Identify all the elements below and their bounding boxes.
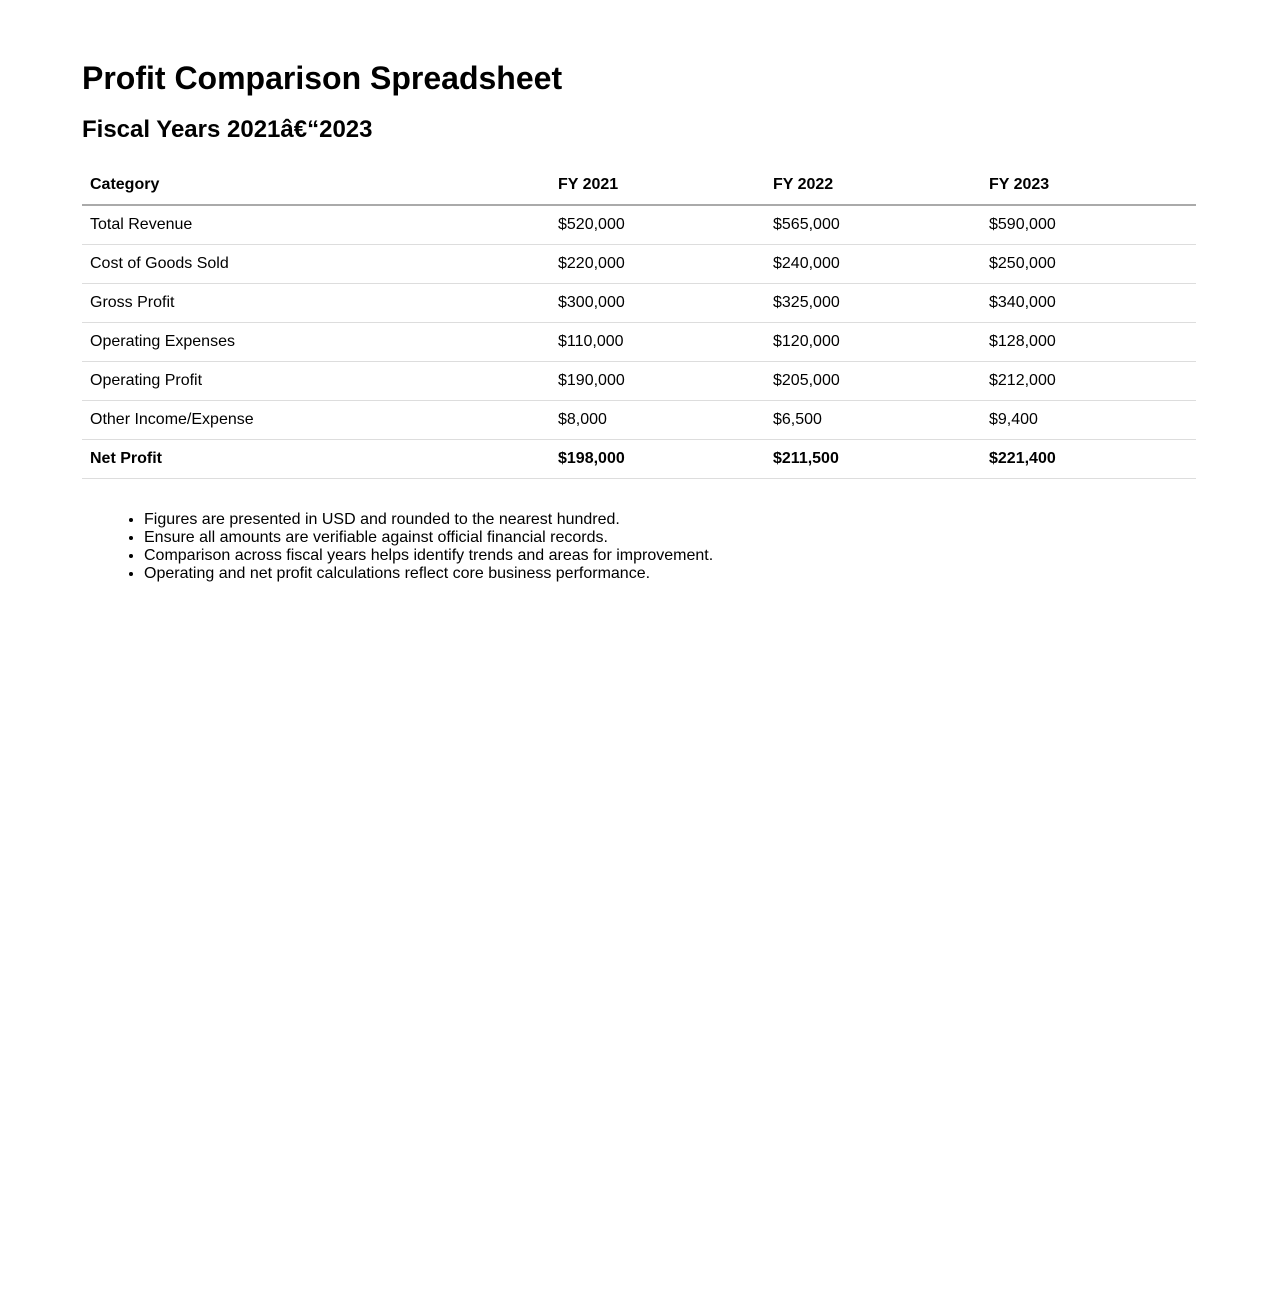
cell-fy-2023: $212,000 <box>981 362 1196 401</box>
cell-fy-2021: $220,000 <box>550 245 765 284</box>
cell-category: Net Profit <box>82 440 550 479</box>
page-subtitle: Fiscal Years 2021â€“2023 <box>82 116 373 143</box>
list-item: • Ensure all amounts are verifiable against official financial records. <box>144 529 1196 547</box>
table-row <box>82 362 1196 401</box>
table-row-net-profit <box>82 440 1196 479</box>
cell-fy-2023: $128,000 <box>981 323 1196 362</box>
header-fy-2023: FY 2023 <box>981 166 1196 205</box>
cell-fy-2021: $198,000 <box>550 440 765 479</box>
cell-category: Other Income/Expense <box>82 401 550 440</box>
table-row <box>82 323 1196 362</box>
table-row <box>82 245 1196 284</box>
cell-fy-2022: $325,000 <box>765 284 981 323</box>
table-row <box>82 401 1196 440</box>
profit-table <box>82 166 1196 479</box>
cell-fy-2021: $300,000 <box>550 284 765 323</box>
cell-fy-2022: $205,000 <box>765 362 981 401</box>
cell-category: Gross Profit <box>82 284 550 323</box>
cell-fy-2021: $8,000 <box>550 401 765 440</box>
notes-list <box>82 511 1196 583</box>
list-item: • Comparison across fiscal years helps identify trends and areas for improvement. <box>144 547 1196 565</box>
cell-fy-2022: $565,000 <box>765 205 981 245</box>
table-row <box>82 205 1196 245</box>
cell-category: Total Revenue <box>82 205 550 245</box>
cell-fy-2023: $340,000 <box>981 284 1196 323</box>
cell-fy-2022: $6,500 <box>765 401 981 440</box>
table-header-row <box>82 166 1196 205</box>
cell-fy-2022: $211,500 <box>765 440 981 479</box>
cell-category: Operating Profit <box>82 362 550 401</box>
list-item: • Operating and net profit calculations reflect core business performance. <box>144 565 1196 583</box>
cell-fy-2023: $250,000 <box>981 245 1196 284</box>
cell-fy-2021: $110,000 <box>550 323 765 362</box>
cell-fy-2022: $240,000 <box>765 245 981 284</box>
list-item: • Figures are presented in USD and rounded to the nearest hundred. <box>144 511 1196 529</box>
cell-category: Operating Expenses <box>82 323 550 362</box>
cell-fy-2022: $120,000 <box>765 323 981 362</box>
header-fy-2022: FY 2022 <box>765 166 981 205</box>
cell-fy-2021: $190,000 <box>550 362 765 401</box>
cell-fy-2023: $221,400 <box>981 440 1196 479</box>
header-fy-2021: FY 2021 <box>550 166 765 205</box>
header-category: Category <box>82 166 550 205</box>
page-title: Profit Comparison Spreadsheet <box>82 60 563 96</box>
cell-category: Cost of Goods Sold <box>82 245 550 284</box>
cell-fy-2023: $590,000 <box>981 205 1196 245</box>
cell-fy-2021: $520,000 <box>550 205 765 245</box>
cell-fy-2023: $9,400 <box>981 401 1196 440</box>
document-page <box>0 0 1196 583</box>
table-row <box>82 284 1196 323</box>
